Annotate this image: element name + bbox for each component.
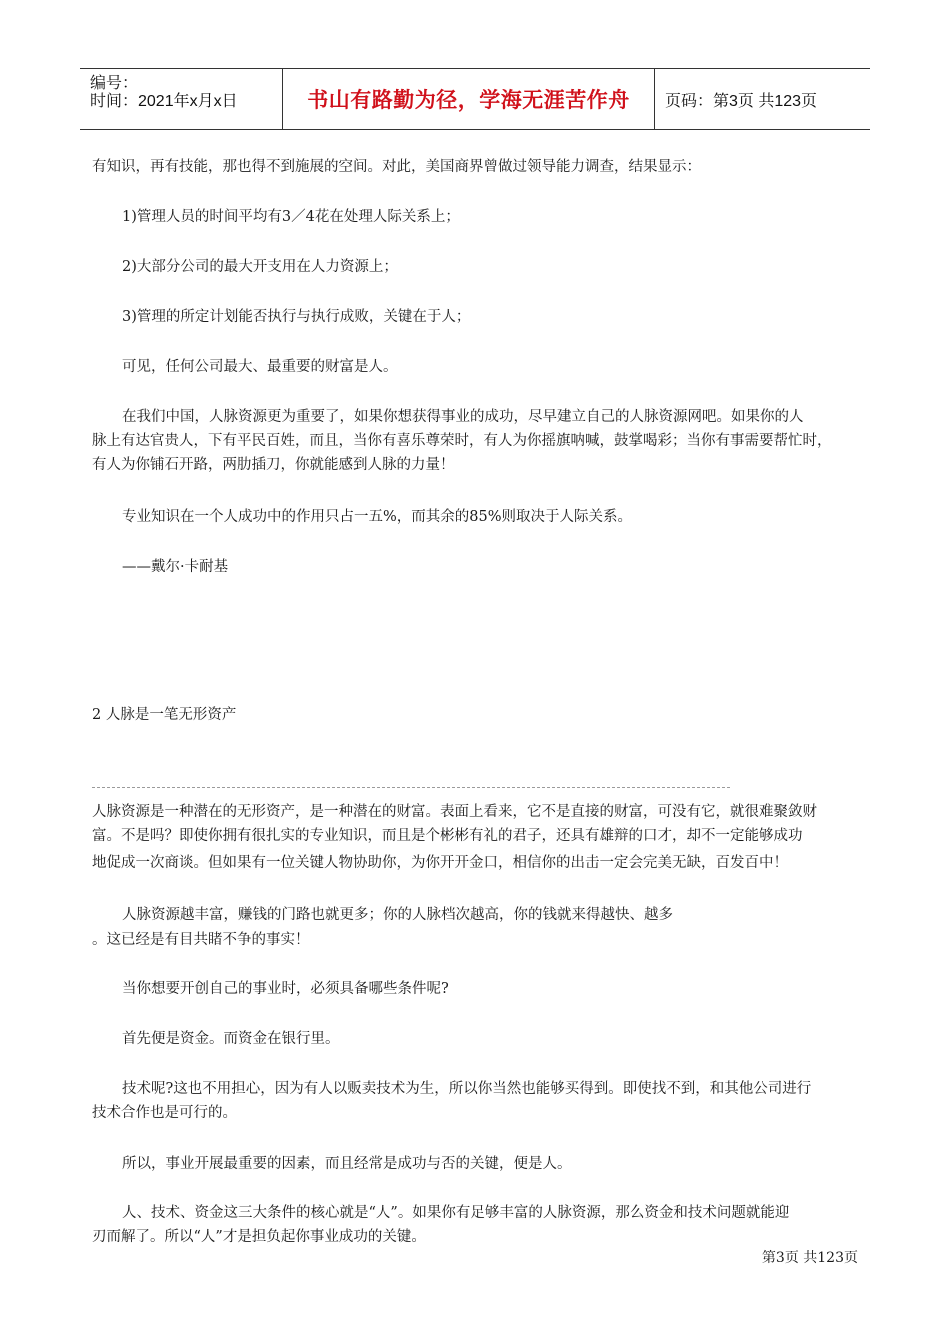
header-page-cell <box>655 69 870 129</box>
paragraph-core-line1: 人、技术、资金这三大条件的核心就是“人”。如果你有足够丰富的人脉资源，那么资金和技术问题就能迎 <box>122 1205 790 1221</box>
paragraph-core-line2: 刃而解了。所以“人”才是担负起你事业成功的关键。 <box>92 1229 426 1245</box>
quote-text: 专业知识在一个人成功中的作用只占一五%，而其余的85%则取决于人际关系。 <box>122 509 633 525</box>
header-motto: 书山有路勤为径，学海无涯苦作舟 <box>307 88 630 112</box>
paragraph-conclusion: 可见，任何公司最大、最重要的财富是人。 <box>122 359 398 375</box>
section-divider <box>92 787 730 788</box>
paragraph-china-line3: 有人为你铺石开路，两肋插刀，你就能感到人脉的力量！ <box>92 457 455 473</box>
page-header <box>80 68 870 130</box>
paragraph-tech-line2: 技术合作也是可行的。 <box>92 1105 237 1121</box>
header-meta-cell <box>80 69 282 129</box>
paragraph-key-factor: 所以，事业开展最重要的因素，而且经常是成功与否的关键，便是人。 <box>122 1156 572 1172</box>
paragraph-asset-line2: 富。不是吗？即使你拥有很扎实的专业知识，而且是个彬彬有礼的君子，还具有雄辩的口才，却不一定能够成功 <box>92 828 803 844</box>
footer-page-number: 第3页 共123页 <box>761 1250 858 1266</box>
paragraph-tech-line1: 技术呢?这也不用担心，因为有人以贩卖技术为生，所以你当然也能够买得到。即使找不到，和其他公司进行 <box>122 1081 812 1097</box>
paragraph-asset-line1: 人脉资源是一种潜在的无形资产，是一种潜在的财富。表面上看来，它不是直接的财富，可没有它，就很难聚敛财 <box>92 804 817 820</box>
list-item-1: 1)管理人员的时间平均有3／4花在处理人际关系上； <box>122 209 460 225</box>
section-title: 2 人脉是一笔无形资产 <box>92 707 237 723</box>
quote-author: ——戴尔·卡耐基 <box>122 559 229 575</box>
paragraph-question: 当你想要开创自己的事业时，必须具备哪些条件呢? <box>122 981 449 997</box>
paragraph-china-line1: 在我们中国，人脉资源更为重要了，如果你想获得事业的成功，尽早建立自己的人脉资源网吧。如果你的人 <box>122 409 804 425</box>
list-item-2: 2)大部分公司的最大开支用在人力资源上； <box>122 259 398 275</box>
header-page-number: 页码：第3页 共123页 <box>665 92 818 110</box>
paragraph-wealth-line2: 。这已经是有目共睹不争的事实！ <box>92 932 310 948</box>
document-date-label: 时间：2021年x月x日 <box>90 93 238 110</box>
paragraph-wealth-line1: 人脉资源越丰富，赚钱的门路也就更多；你的人脉档次越高，你的钱就来得越快、越多 <box>122 907 673 923</box>
header-motto-cell <box>282 69 655 129</box>
paragraph-asset-line3: 地促成一次商谈。但如果有一位关键人物协助你，为你开开金口，相信你的出击一定会完美无缺，百发百中！ <box>92 855 788 871</box>
paragraph-capital: 首先便是资金。而资金在银行里。 <box>122 1031 340 1047</box>
paragraph-china-line2: 脉上有达官贵人，下有平民百姓，而且，当你有喜乐尊荣时，有人为你摇旗呐喊，鼓掌喝彩；当你有事需要帮忙时， <box>92 433 832 449</box>
paragraph-intro: 有知识，再有技能，那也得不到施展的空间。对此，美国商界曾做过领导能力调查，结果显示： <box>92 159 701 175</box>
list-item-3: 3)管理的所定计划能否执行与执行成败，关键在于人； <box>122 309 471 325</box>
document-number-label: 编号： <box>90 75 139 92</box>
